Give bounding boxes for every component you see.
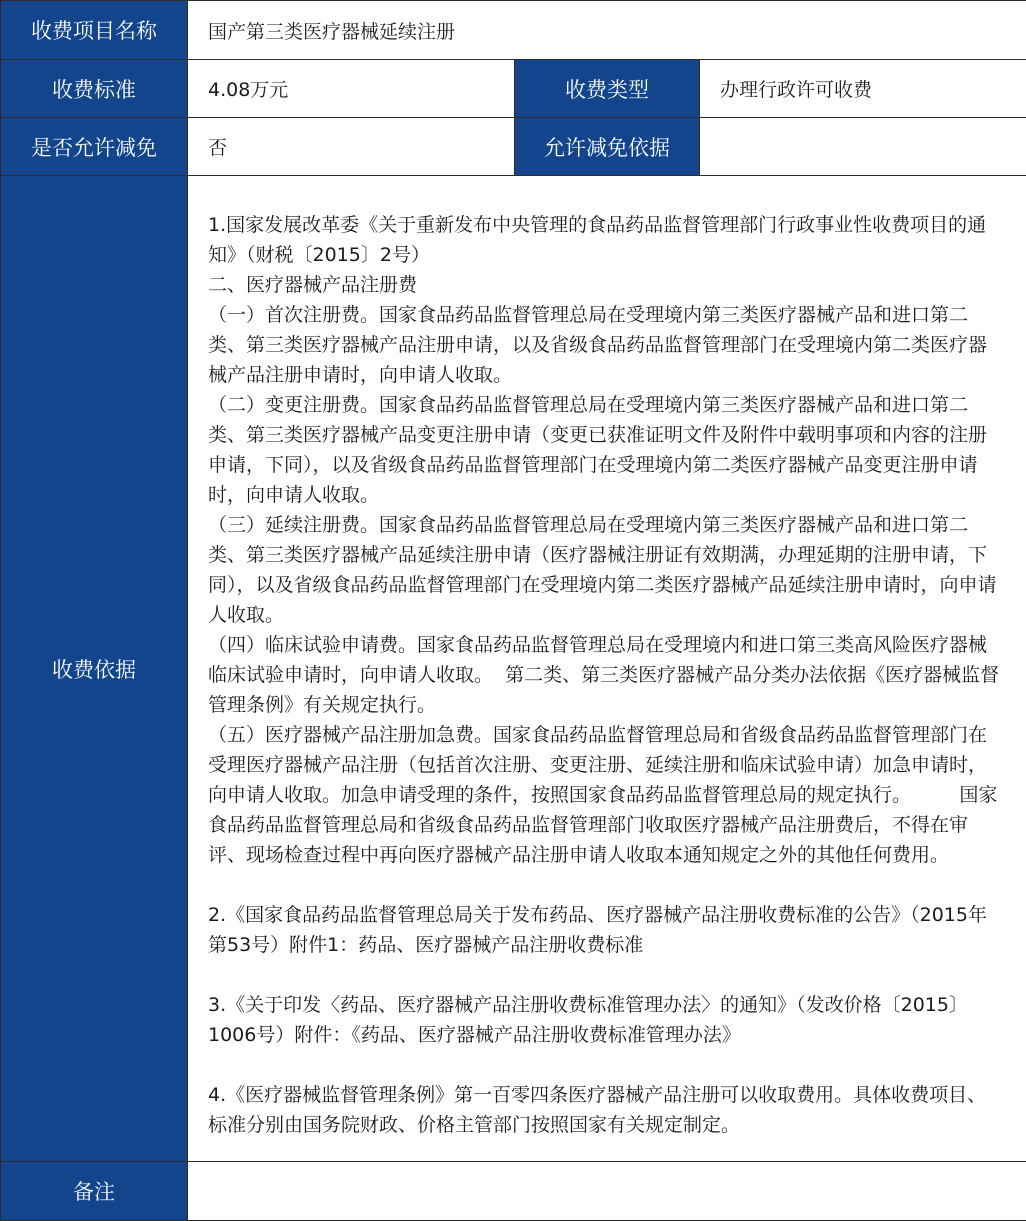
- basis-doc1-section: 二、医疗器械产品注册费: [208, 270, 1002, 300]
- reduction-allowed-label: 是否允许减免: [1, 118, 188, 176]
- basis-doc1-item4: （四）临床试验申请费。国家食品药品监督管理总局在受理境内和进口第三类高风险医疗器械临床试验申请时，向申请人收取。 第二类、第三类医疗器械产品分类办法依据《医疗器械监督管理条例》有关规定执行。: [208, 630, 1002, 720]
- paragraph-gap: [208, 870, 1002, 900]
- basis-doc1-item1: （一）首次注册费。国家食品药品监督管理总局在受理境内第三类医疗器械产品和进口第二类、第三类医疗器械产品注册申请，以及省级食品药品监督管理部门在受理境内第二类医疗器械产品注册申请时，向申请人收取。: [208, 300, 1002, 390]
- basis-doc4: 4.《医疗器械监督管理条例》第一百零四条医疗器械产品注册可以收取费用。具体收费项目、标准分别由国务院财政、价格主管部门按照国家有关规定制定。: [208, 1080, 1002, 1140]
- remarks-value: [188, 1162, 1026, 1221]
- fee-basis-label: 收费依据: [1, 176, 188, 1162]
- fee-standard-value: 4.08万元: [188, 60, 515, 118]
- basis-doc1-item5: （五）医疗器械产品注册加急费。国家食品药品监督管理总局和省级食品药品监督管理部门在受理医疗器械产品注册（包括首次注册、变更注册、延续注册和临床试验申请）加急申请时，向申请人收取。加急申请受理的条件，按照国家食品药品监督管理总局的规定执行。 国家食品药品监督管理总局和省级食品药品监督管理部门收取医疗器械产品注册费后，不得在审评、现场检查过程中再向医疗器械产品注册申请人收取本通知规定之外的其他任何费用。: [208, 720, 1002, 870]
- fee-type-value: 办理行政许可收费: [700, 60, 1026, 118]
- basis-doc1-item3: （三）延续注册费。国家食品药品监督管理总局在受理境内第三类医疗器械产品和进口第二类、第三类医疗器械产品延续注册申请（医疗器械注册证有效期满，办理延期的注册申请，下同），以及省级食品药品监督管理部门在受理境内第二类医疗器械产品延续注册申请时，向申请人收取。: [208, 510, 1002, 630]
- basis-doc3: 3.《关于印发〈药品、医疗器械产品注册收费标准管理办法〉的通知》（发改价格〔2015〕1006号）附件：《药品、医疗器械产品注册收费标准管理办法》: [208, 990, 1002, 1050]
- fee-item-name-value: 国产第三类医疗器械延续注册: [188, 1, 1026, 60]
- row-fee-item-name: [1, 1, 1026, 60]
- fee-basis-content: [188, 176, 1026, 1162]
- row-fee-standard: [1, 60, 1026, 118]
- paragraph-gap: [208, 1050, 1002, 1080]
- reduction-basis-label: 允许减免依据: [515, 118, 700, 176]
- basis-doc2: 2.《国家食品药品监督管理总局关于发布药品、医疗器械产品注册收费标准的公告》（2015年第53号）附件1：药品、医疗器械产品注册收费标准: [208, 900, 1002, 960]
- row-remarks: [1, 1162, 1026, 1221]
- reduction-allowed-value: 否: [188, 118, 515, 176]
- basis-doc1-title: 1.国家发展改革委《关于重新发布中央管理的食品药品监督管理部门行政事业性收费项目的通知》（财税〔2015〕2号）: [208, 210, 1002, 270]
- fee-item-name-label: 收费项目名称: [1, 1, 188, 60]
- basis-doc1-item2: （二）变更注册费。国家食品药品监督管理总局在受理境内第三类医疗器械产品和进口第二类、第三类医疗器械产品变更注册申请（变更已获准证明文件及附件中载明事项和内容的注册申请，下同），以及省级食品药品监督管理部门在受理境内第二类医疗器械产品变更注册申请时，向申请人收取。: [208, 390, 1002, 510]
- row-reduction: [1, 118, 1026, 176]
- row-fee-basis: [1, 176, 1026, 1162]
- fee-type-label: 收费类型: [515, 60, 700, 118]
- reduction-basis-value: [700, 118, 1026, 176]
- remarks-label: 备注: [1, 1162, 188, 1221]
- paragraph-gap: [208, 960, 1002, 990]
- fee-standard-label: 收费标准: [1, 60, 188, 118]
